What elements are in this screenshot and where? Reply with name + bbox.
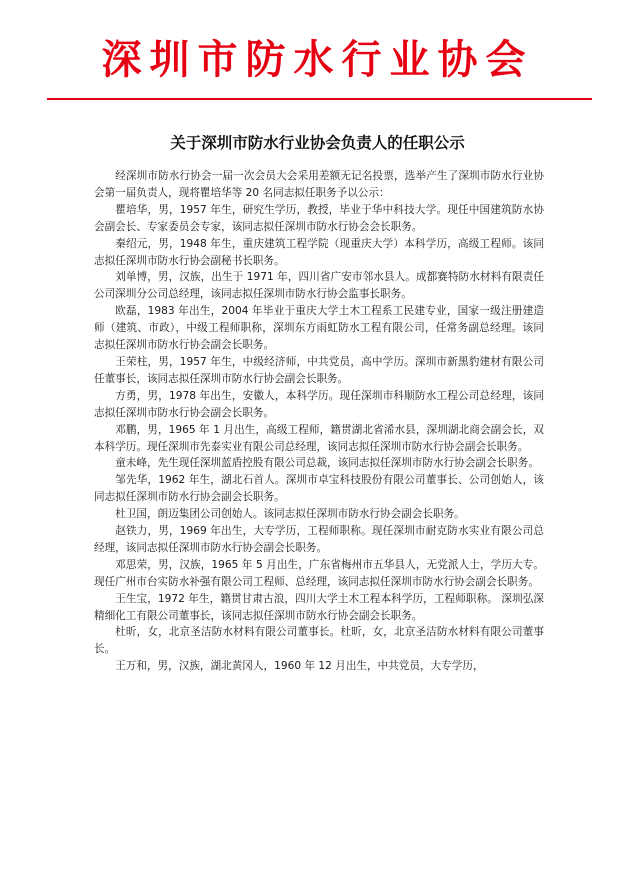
paragraph-person: 邓鹏，男，1965 年 1 月出生，高级工程师，籍贯湖北省浠水县，深圳湖北商会副会长，双本科学历。现任深圳市先泰实业有限公司总经理，该同志拟任深圳市防水行协会副会长职务。 bbox=[94, 423, 544, 453]
paragraph-intro: 经深圳市防水行协会一届一次会员大会采用差额无记名投票，选举产生了深圳市防水行业协会第一届负责人，现将瞿培华等 20 名同志拟任职务予以公示： bbox=[94, 170, 544, 199]
paragraph-person: 邓思荣，男，汉族，1965 年 5 月出生，广东省梅州市五华县人，无党派人士，学历大专。现任广州市台实防水补强有限公司工程师、总经理，该同志拟任深圳市防水行协会副会长职务。 bbox=[94, 558, 544, 588]
paragraph-person: 王生宝，1972 年生，籍贯甘肃古浪，四川大学土木工程本科学历，工程师职称。 深圳弘深精细化工有限公司董事长，该同志拟任深圳市防水行协会副会长职务。 bbox=[94, 592, 544, 622]
document-title: 关于深圳市防水行业协会负责人的任职公示 bbox=[170, 134, 465, 152]
paragraph-person: 杜卫国，朗迈集团公司创始人。该同志拟任深圳市防水行协会副会长职务。 bbox=[115, 508, 465, 521]
paragraph-person: 方勇，男，1978 年出生，安徽人，本科学历。现任深圳市科顺防水工程公司总经理，该同志拟任深圳市防水行协会副会长职务。 bbox=[94, 389, 544, 419]
paragraph-person: 欧磊，1983 年出生，2004 年毕业于重庆大学土木工程系工民建专业，国家一级注册建造师（建筑、市政），中级工程师职称，深圳东方雨虹防水工程有限公司，任常务副总经理。该同志拟任深圳市防水行协会副会长职务。 bbox=[94, 305, 544, 352]
paragraph-person: 秦绍元，男，1948 年生，重庆建筑工程学院（现重庆大学）本科学历，高级工程师。该同志拟任深圳市防水行协会副秘书长职务。 bbox=[94, 237, 544, 267]
document-body bbox=[94, 168, 544, 675]
paragraph-person: 刘单博，男，汉族，出生于 1971 年，四川省广安市邻水县人。成都赛特防水材料有限责任公司深圳分公司总经理，该同志拟任深圳市防水行协会监事长职务。 bbox=[94, 271, 544, 301]
org-letterhead-title: 深圳市防水行业协会 bbox=[101, 36, 534, 83]
paragraph-person: 王荣柱，男，1957 年生，中级经济师，中共党员，高中学历。深圳市新黑豹建材有限公司任董事长，该同志拟任深圳市防水行协会副会长职务。 bbox=[94, 355, 544, 385]
letterhead-divider bbox=[47, 98, 592, 100]
paragraph-person: 邹先华，1962 年生，湖北石首人。深圳市卓宝科技股份有限公司董事长、公司创始人，该同志拟任深圳市防水行协会副会长职务。 bbox=[94, 474, 544, 504]
paragraph-person: 王万和，男，汉族，湖北黄冈人，1960 年 12 月出生，中共党员，大专学历， bbox=[115, 660, 484, 673]
paragraph-person: 赵铁力，男，1969 年出生，大专学历，工程师职称。现任深圳市耐克防水实业有限公司总经理，该同志拟任深圳市防水行协会副会长职务。 bbox=[94, 525, 544, 554]
paragraph-person: 杜昕，女，北京圣洁防水材料有限公司董事长。杜昕，女，北京圣洁防水材料有限公司董事长。 bbox=[94, 626, 544, 656]
paragraph-person: 童未峰，先生现任深圳蓝盾控股有限公司总裁，该同志拟任深圳市防水行协会副会长职务。 bbox=[115, 457, 539, 470]
paragraph-person: 瞿培华，男，1957 年生，研究生学历，教授，毕业于华中科技大学。现任中国建筑防水协会副会长、专家委员会专家，该同志拟任深圳市防水行协会会长职务。 bbox=[94, 203, 544, 233]
